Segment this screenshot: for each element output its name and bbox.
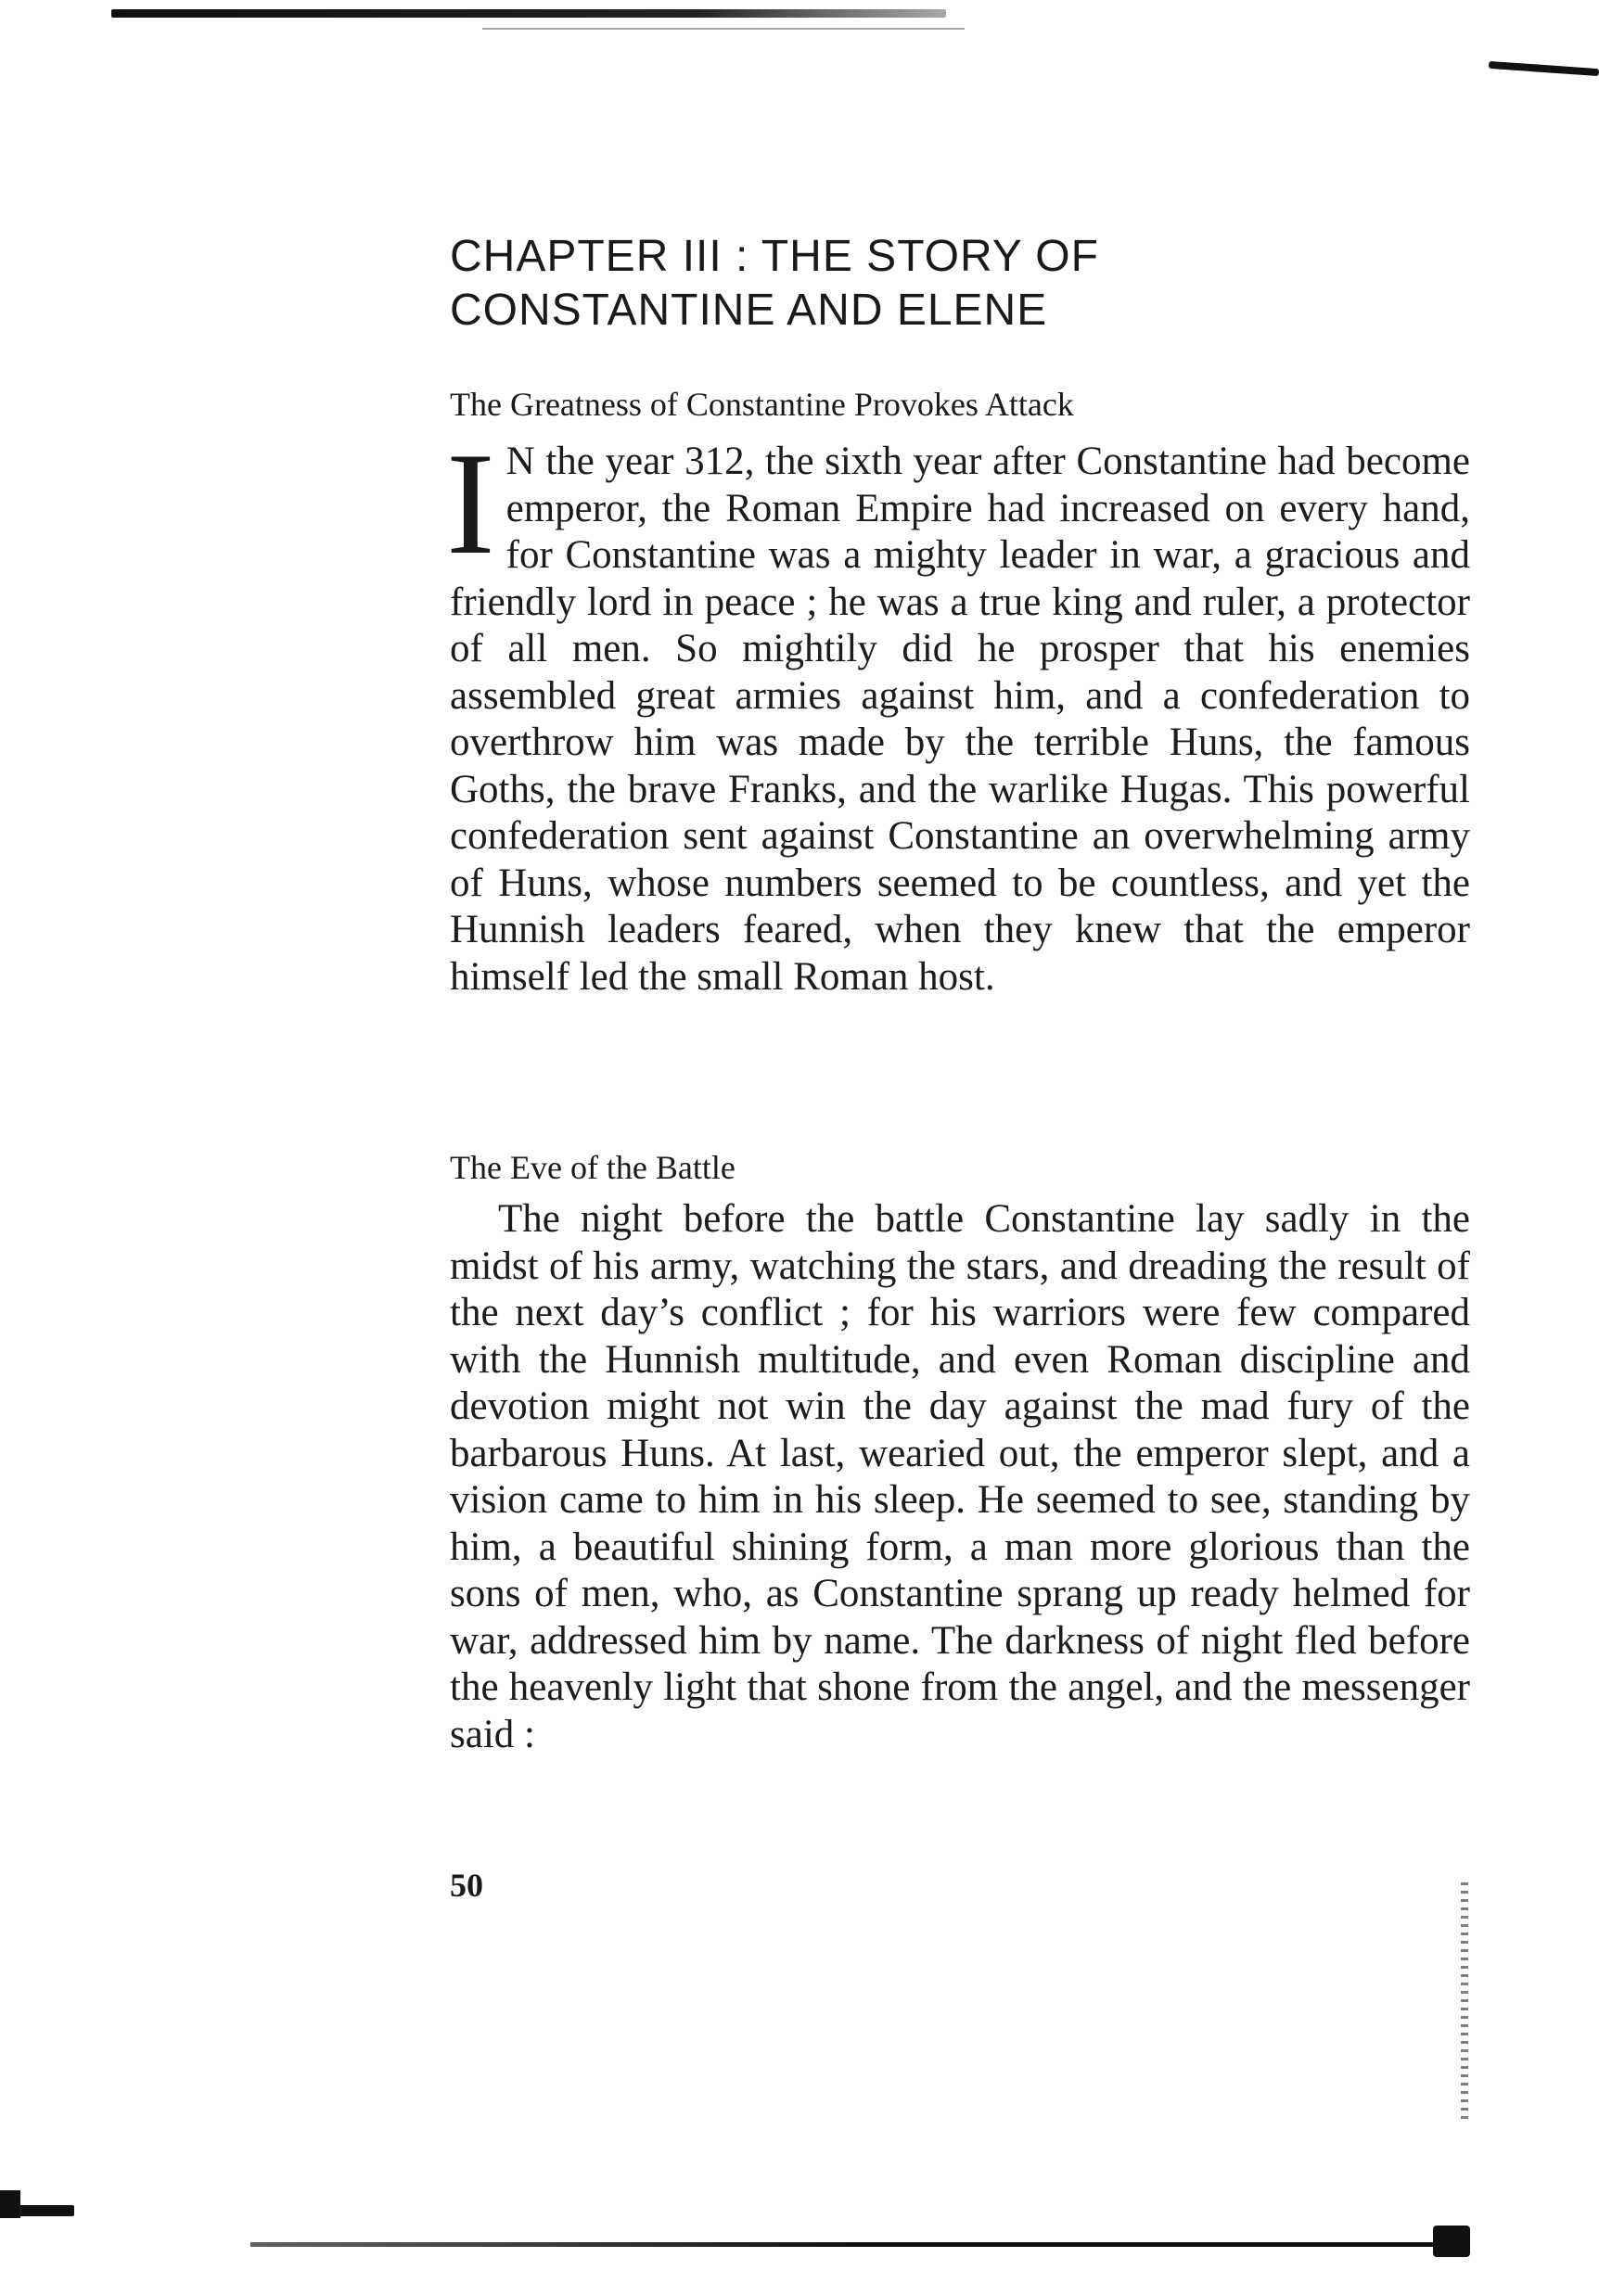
paragraph-eve-text: The night before the battle Constantine lay sadly in the midst of his army, watching the stars, and dreading the result of the next day’s conflict ; for his warriors were few compared with the Hunnish multitude, and even Roman discipline and devotion might not win the day against the mad fury of the barbarous Huns. At last, wearied out, the emperor slept, and a vision came to him in his sleep. He seemed to see, standing by him, a beautiful shining form, a man more glorious than the sons of men, who, as Constantine sprang up ready helmed for war, addressed him by name. The darkness of night fled before the heavenly light that shone from the angel, and the messenger said : [450,1197,1470,1756]
scan-top-right-mark [1489,61,1599,76]
drop-cap: I [446,423,495,585]
scan-top-rule [111,9,946,18]
paragraph-greatness-text: N the year 312, the sixth year after Constantine had become emperor, the Roman Empire had increased on every hand, for Constantine was a mighty leader in war, a gracious and friendly lord in peace ; he was a true king and ruler, a protector of all men. So mightily did he prosper that his enemies assembled great armies against him, and a confederation to overthrow him was made by the terrible Huns, the famous Goths, the brave Franks, and the warlike Hugas. This powerful confederation sent against Constantine an overwhelming army of Huns, whose numbers seemed to be countless, and yet the Hunnish leaders feared, when they knew that the emperor himself led the small Roman host. [450,440,1470,999]
chapter-title-line-2: CONSTANTINE AND ELENE [450,286,1048,335]
scan-bottom-rule [250,2242,1456,2247]
chapter-title-line-1: CHAPTER III : THE STORY OF [450,232,1099,281]
page-number: 50 [450,1867,483,1904]
paragraph-greatness [446,423,1470,1001]
scan-top-thin-rule [482,28,965,30]
section-heading-eve: The Eve of the Battle [450,1149,736,1186]
section-heading-greatness: The Greatness of Constantine Provokes Attack [450,386,1074,423]
scan-edge-noise [1461,1882,1468,2124]
chapter-title [450,230,1099,338]
scan-bottom-left-blot [0,2190,20,2218]
scan-bottom-right-blot [1433,2226,1470,2257]
paragraph-eve [450,1196,1470,1758]
